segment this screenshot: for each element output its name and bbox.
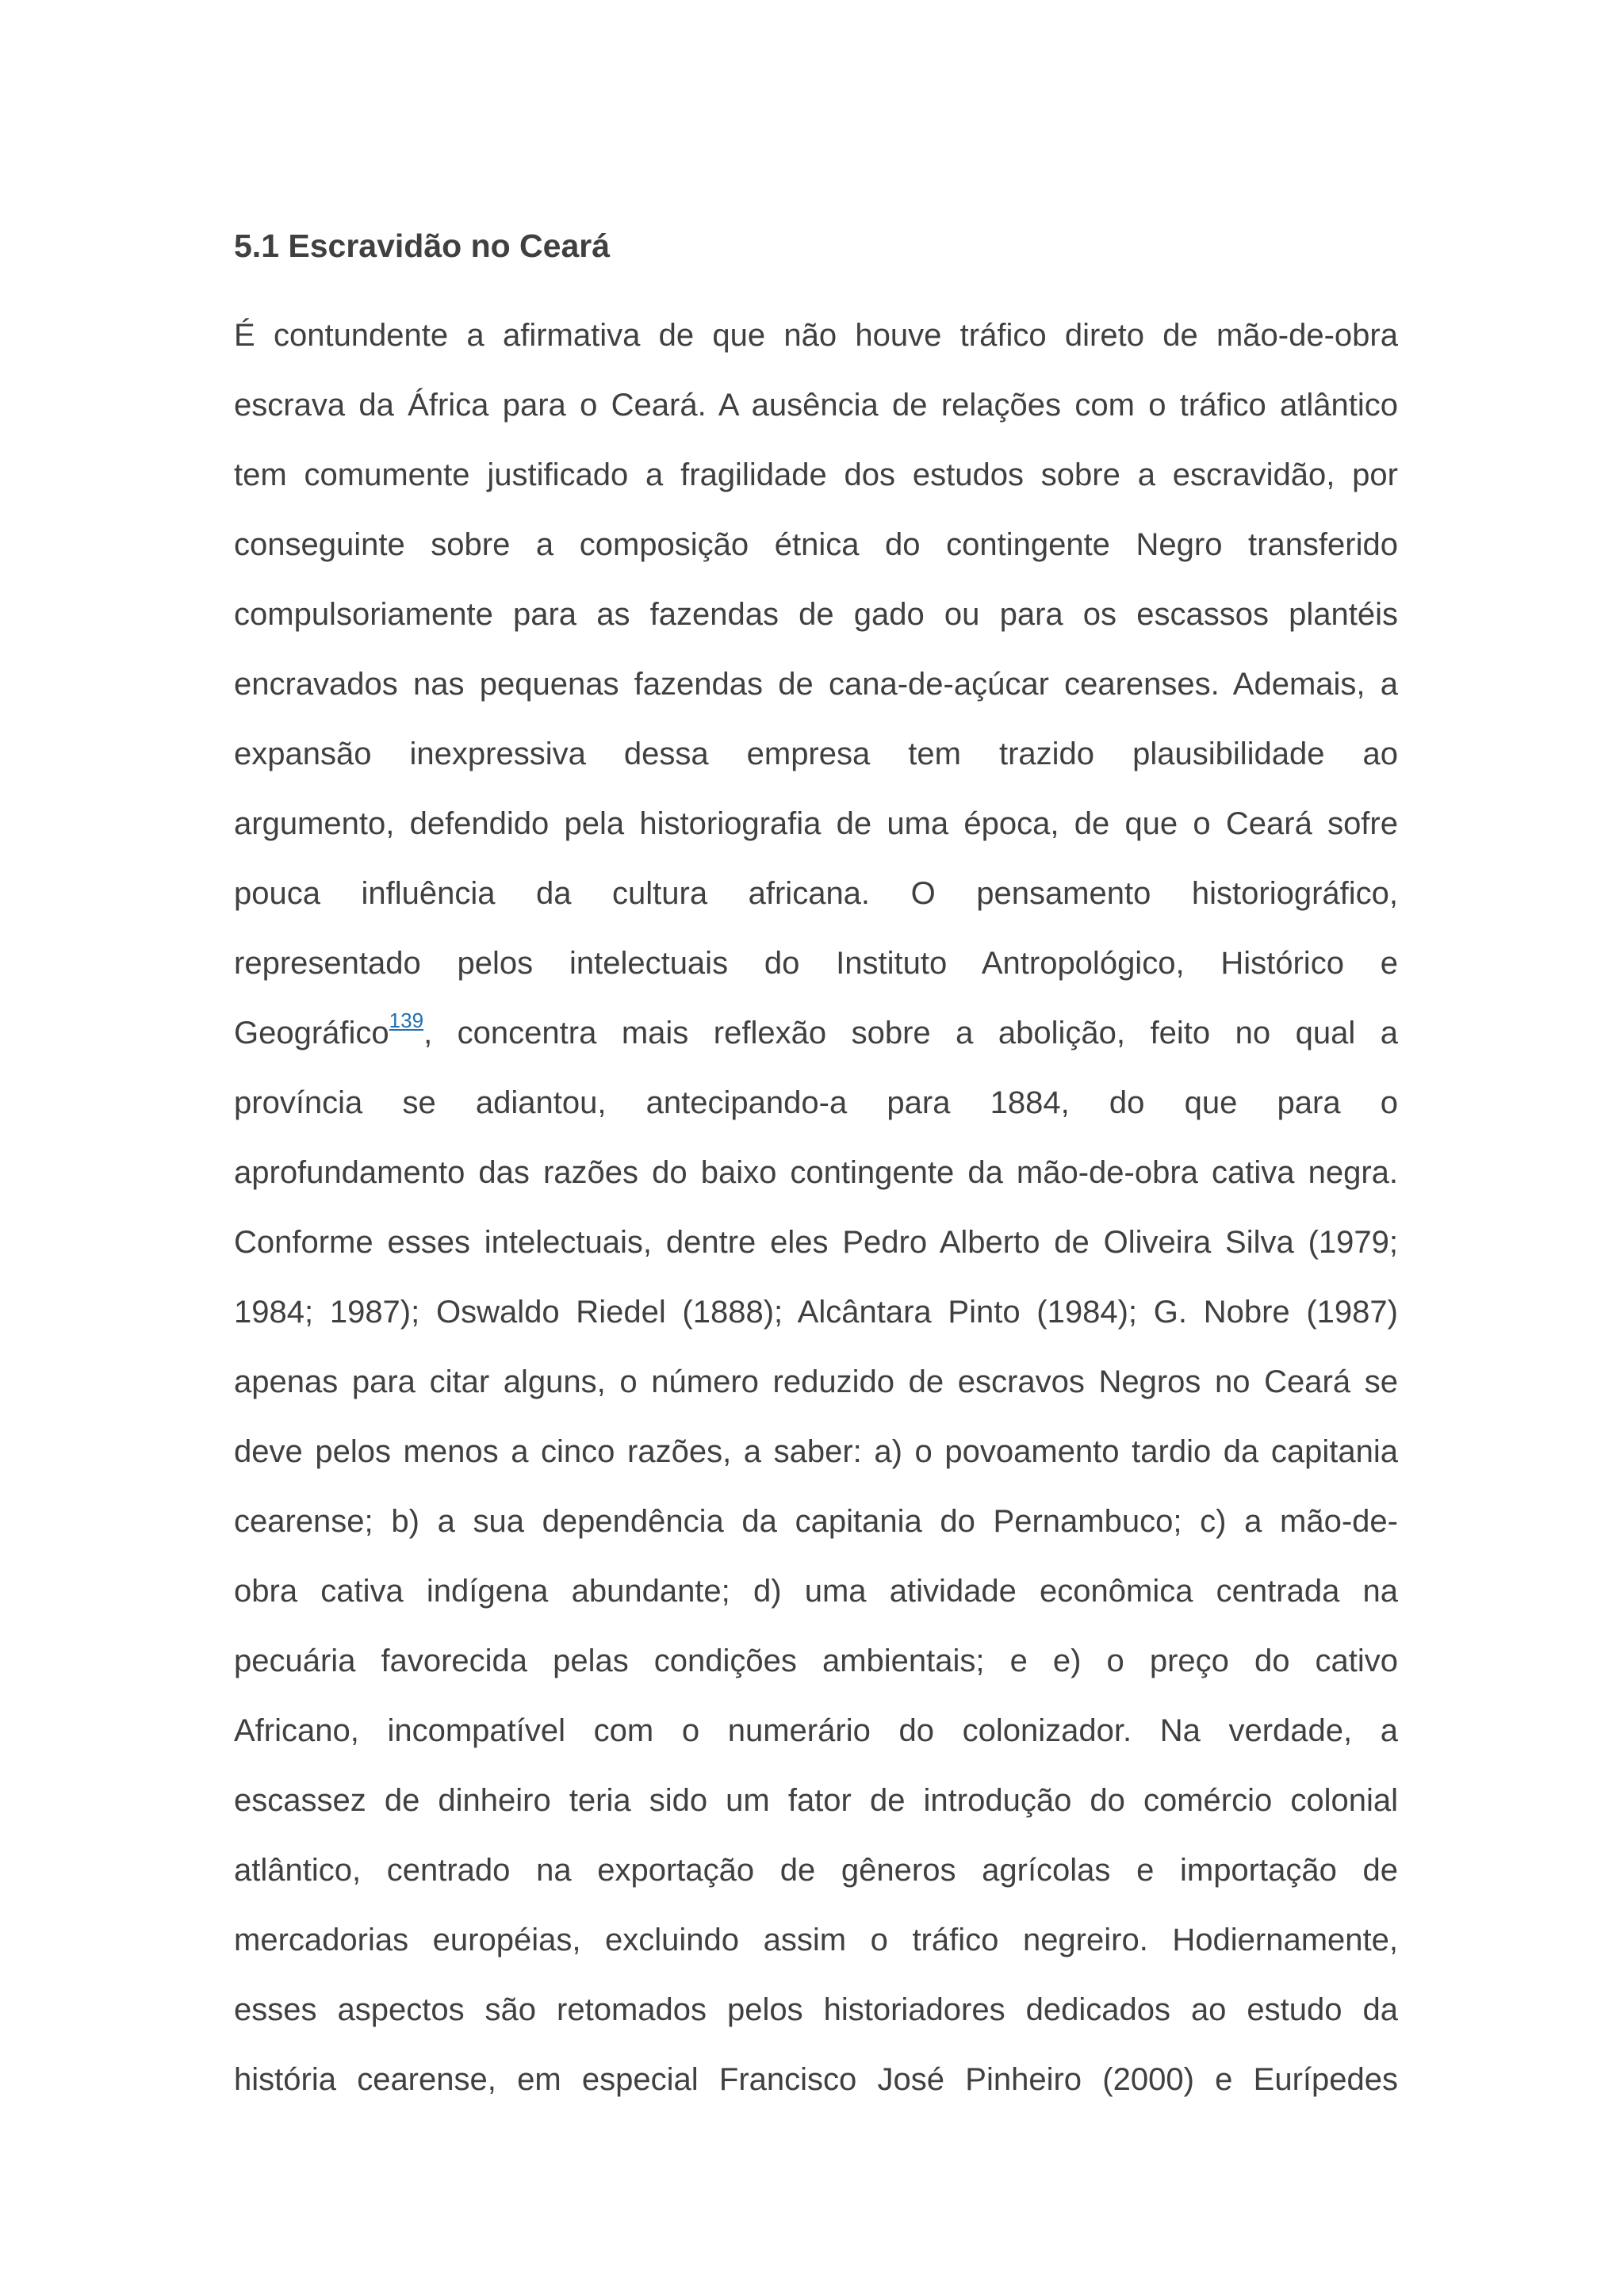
text-line: escassez de dinheiro teria sido um fator de introdução do comércio colonial	[234, 1783, 1398, 1818]
text-line: história cearense, em especial Francisco José Pinheiro (2000) e Eurípedes	[234, 2062, 1398, 2097]
text-line: escrava da África para o Ceará. A ausência de relações com o tráfico atlântico	[234, 388, 1398, 423]
text-line: apenas para citar alguns, o número reduzido de escravos Negros no Ceará se	[234, 1364, 1398, 1399]
footnote-link[interactable]: 139	[389, 1008, 424, 1032]
text-line: Conforme esses intelectuais, dentre eles Pedro Alberto de Oliveira Silva (1979;	[234, 1225, 1398, 1260]
text-line: atlântico, centrado na exportação de gêneros agrícolas e importação de	[234, 1853, 1398, 1888]
text-line: obra cativa indígena abundante; d) uma atividade econômica centrada na	[234, 1574, 1398, 1609]
body-paragraph	[234, 300, 1398, 2114]
text-line: encravados nas pequenas fazendas de cana-de-açúcar cearenses. Ademais, a	[234, 667, 1398, 702]
text-line: província se adiantou, antecipando-a para 1884, do que para o	[234, 1085, 1398, 1120]
text-line: aprofundamento das razões do baixo contingente da mão-de-obra cativa negra.	[234, 1155, 1398, 1190]
text-line-with-footnote	[234, 998, 1398, 1068]
text-fragment: Geográfico	[234, 1016, 389, 1050]
text-line: É contundente a afirmativa de que não houve tráfico direto de mão-de-obra	[234, 318, 1398, 353]
text-line: Africano, incompatível com o numerário do colonizador. Na verdade, a	[234, 1713, 1398, 1748]
text-line: cearense; b) a sua dependência da capitania do Pernambuco; c) a mão-de-	[234, 1504, 1398, 1539]
text-line: compulsoriamente para as fazendas de gado ou para os escassos plantéis	[234, 597, 1398, 632]
text-line: deve pelos menos a cinco razões, a saber: a) o povoamento tardio da capitania	[234, 1434, 1398, 1469]
text-fragment: , concentra mais reflexão sobre a abolição, feito no qual a	[423, 1016, 1398, 1050]
text-line: expansão inexpressiva dessa empresa tem trazido plausibilidade ao	[234, 737, 1398, 771]
text-line: argumento, defendido pela historiografia de uma época, de que o Ceará sofre	[234, 806, 1398, 841]
text-line: pecuária favorecida pelas condições ambientais; e e) o preço do cativo	[234, 1644, 1398, 1678]
text-line: tem comumente justificado a fragilidade dos estudos sobre a escravidão, por	[234, 457, 1398, 492]
text-line: representado pelos intelectuais do Instituto Antropológico, Histórico e	[234, 946, 1398, 981]
text-line: 1984; 1987); Oswaldo Riedel (1888); Alcântara Pinto (1984); G. Nobre (1987)	[234, 1295, 1398, 1330]
text-line: conseguinte sobre a composição étnica do contingente Negro transferido	[234, 527, 1398, 562]
text-line: pouca influência da cultura africana. O pensamento historiográfico,	[234, 876, 1398, 911]
text-line: mercadorias européias, excluindo assim o tráfico negreiro. Hodiernamente,	[234, 1923, 1398, 1957]
section-heading: 5.1 Escravidão no Ceará	[234, 228, 611, 264]
text-line: esses aspectos são retomados pelos historiadores dedicados ao estudo da	[234, 1992, 1398, 2027]
